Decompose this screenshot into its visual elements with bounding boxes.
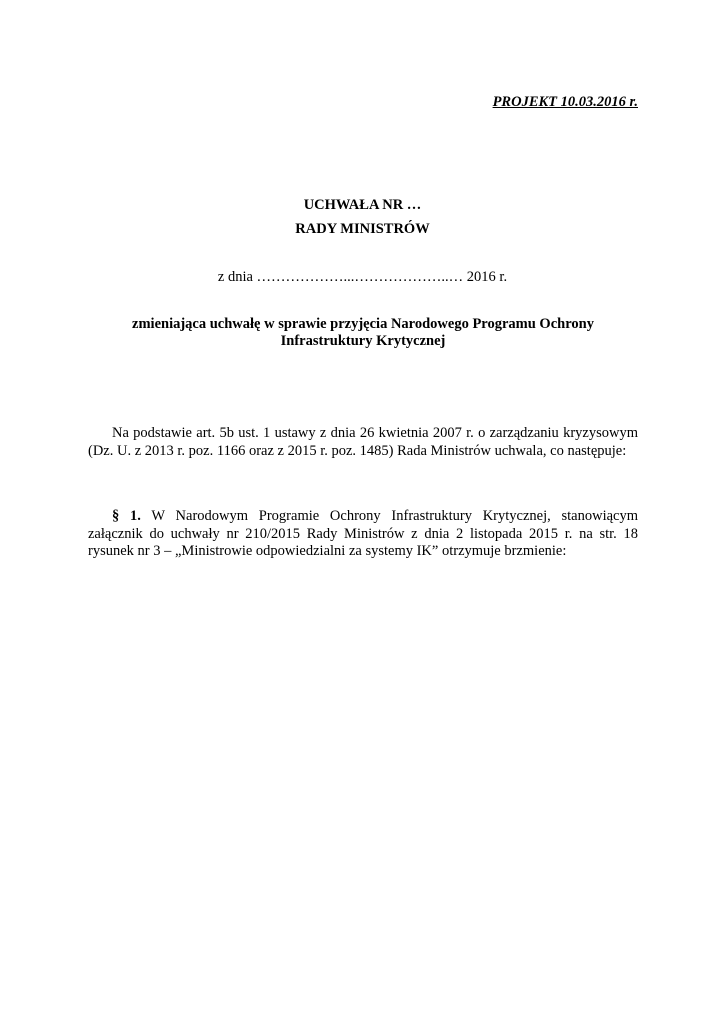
section-mark: § 1. bbox=[112, 508, 141, 524]
issuing-body: RADY MINISTRÓW bbox=[295, 221, 430, 237]
draft-label: PROJEKT 10.03.2016 r. bbox=[492, 94, 638, 110]
legal-basis-paragraph bbox=[88, 425, 638, 460]
section-1-text: W Narodowym Programie Ochrony Infrastruktury Krytycznej, stanowiącym załącznik do uchwały nr 210/2015 Rady Ministrów z dnia 2 listopada 2015 r. na str. 18 rysunek nr 3 – „Ministrowie odpowiedzialni za systemy IK” otrzymuje brzmienie: bbox=[88, 508, 638, 559]
resolution-title: UCHWAŁA NR … bbox=[303, 197, 422, 213]
date-line: z dnia ………………...………………..… 2016 r. bbox=[217, 269, 508, 285]
section-1-paragraph bbox=[88, 508, 638, 561]
resolution-subject: zmieniająca uchwałę w sprawie przyjęcia Narodowego Programu Ochrony Infrastruktury Krytycznej bbox=[132, 316, 594, 349]
legal-basis-text: Na podstawie art. 5b ust. 1 ustawy z dnia 26 kwietnia 2007 r. o zarządzaniu kryzysowym (Dz. U. z 2013 r. poz. 1166 oraz z 2015 r. poz. 1485) Rada Ministrów uchwala, co następuje: bbox=[88, 425, 638, 459]
